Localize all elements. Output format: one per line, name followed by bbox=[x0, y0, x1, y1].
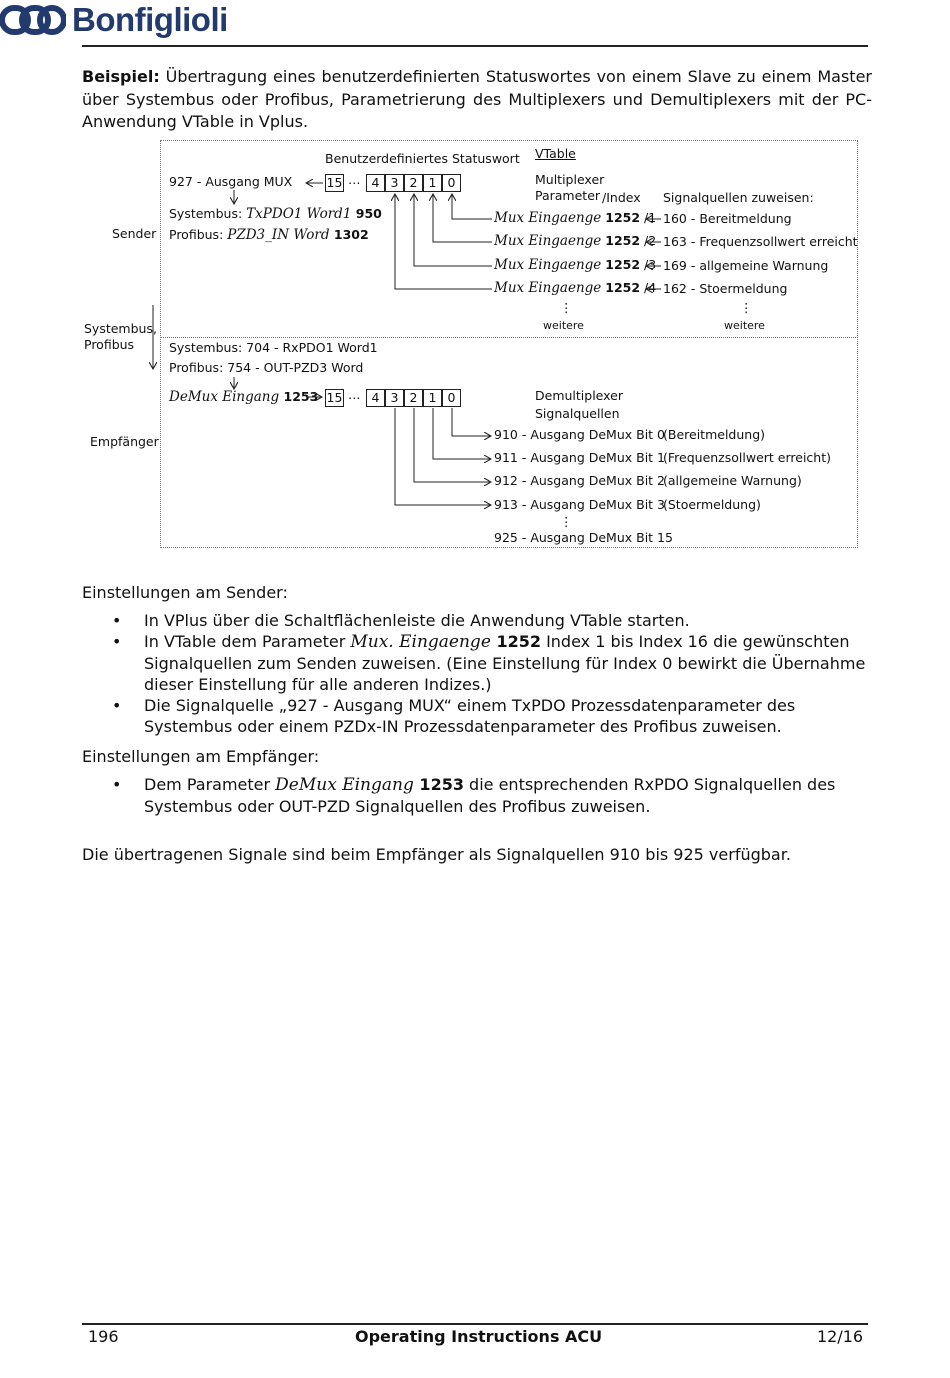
footer-title: Operating Instructions ACU bbox=[355, 1327, 603, 1346]
demux-subtitle: Signalquellen bbox=[535, 406, 620, 421]
sender-bit-1: 1 bbox=[423, 174, 442, 192]
receiver-profibus-line: Profibus: 754 - OUT-PZD3 Word bbox=[169, 360, 364, 375]
demux-note-3: (allgemeine Warnung) bbox=[663, 473, 802, 488]
bonfiglioli-logo-icon bbox=[0, 2, 66, 38]
mux-source-3: 169 - allgemeine Warnung bbox=[663, 258, 829, 273]
sender-bit-ellipsis: … bbox=[348, 172, 361, 187]
sender-settings-title: Einstellungen am Sender: bbox=[82, 583, 288, 602]
intro-text: Übertragung eines benutzerdefinierten Statuswortes von einem Slave zu einem Master über Systembus oder Profibus, Parametrierung des Multiplexers und Demultiplexers mit der PC-Anwendung VTable in Vplus. bbox=[82, 67, 872, 131]
status-word-title: Benutzerdefiniertes Statuswort bbox=[325, 151, 520, 166]
sender-bit-3: 3 bbox=[385, 174, 404, 192]
closing-sentence: Die übertragenen Signale sind beim Empfänger als Signalquellen 910 bis 925 verfügbar. bbox=[82, 845, 791, 864]
brand-name: Bonfiglioli bbox=[72, 1, 228, 38]
receiver-bit-3: 3 bbox=[385, 389, 404, 407]
demux-input-label: DeMux Eingang 1253 bbox=[169, 389, 319, 405]
sender-profibus-line: Profibus: PZD3_IN Word 1302 bbox=[169, 227, 369, 243]
more-label-1: weitere bbox=[543, 319, 584, 332]
sender-bit-2: 2 bbox=[404, 174, 423, 192]
receiver-bit-4: 4 bbox=[366, 389, 385, 407]
intro-label: Beispiel: bbox=[82, 67, 160, 86]
demux-title: Demultiplexer bbox=[535, 388, 623, 403]
receiver-bit-15: 15 bbox=[326, 390, 343, 405]
receiver-side-label: Empfänger bbox=[90, 434, 159, 449]
header-rule bbox=[82, 45, 868, 47]
sender-bit-15: 15 bbox=[326, 175, 343, 190]
demux-note-4: (Stoermeldung) bbox=[663, 497, 761, 512]
sender-side-label: Sender bbox=[112, 226, 157, 241]
mux-row-1: Mux Eingaenge 1252 /1 bbox=[494, 210, 657, 226]
demux-output-4: 913 - Ausgang DeMux Bit 3 bbox=[494, 497, 665, 512]
bullet-icon: • bbox=[112, 775, 122, 794]
receiver-systembus-line: Systembus: 704 - RxPDO1 Word1 bbox=[169, 340, 378, 355]
demux-vdots: ⋮ bbox=[560, 514, 573, 529]
signal-assign-label: Signalquellen zuweisen: bbox=[663, 190, 814, 205]
mux-row-4: Mux Eingaenge 1252 /4 bbox=[494, 280, 657, 296]
receiver-bullet-1: • Dem Parameter DeMux Eingang 1253 die entsprechenden RxPDO Signalquellen des Systembus oder OUT-PZD Signalquellen des Profibus zuweisen. bbox=[112, 775, 836, 816]
receiver-bit-ellipsis: … bbox=[348, 387, 361, 402]
mux-vdots-2: ⋮ bbox=[740, 300, 753, 315]
footer-page-number: 196 bbox=[88, 1327, 119, 1346]
receiver-bit-1: 1 bbox=[423, 389, 442, 407]
vtable-label: VTable bbox=[535, 146, 576, 161]
demux-output-2: 911 - Ausgang DeMux Bit 1 bbox=[494, 450, 665, 465]
receiver-bit-0: 0 bbox=[442, 389, 461, 407]
footer-date: 12/16 bbox=[817, 1327, 864, 1346]
diagram-divider bbox=[160, 337, 858, 338]
footer-rule bbox=[82, 1323, 868, 1325]
demux-output-3: 912 - Ausgang DeMux Bit 2 bbox=[494, 473, 665, 488]
sender-bit-4: 4 bbox=[366, 174, 385, 192]
more-label-2: weitere bbox=[724, 319, 765, 332]
intro-paragraph bbox=[82, 66, 872, 134]
mux-source-1: 160 - Bereitmeldung bbox=[663, 211, 792, 226]
mux-source-2: 163 - Frequenzsollwert erreicht bbox=[663, 234, 858, 249]
sender-bullet-3: • Die Signalquelle „927 - Ausgang MUX“ einem TxPDO Prozessdatenparameter des Systembus oder einem PZDx-IN Prozessdatenparameter des Profibus zuweisen. bbox=[112, 696, 796, 736]
sender-bullet-2: • In VTable dem Parameter Mux. Eingaenge 1252 Index 1 bis Index 16 die gewünschten Signalquellen zum Senden zuweisen. (Eine Einstellung für Index 0 bewirkt die Übernahme dieser Einstellung für alle anderen Indizes.) bbox=[112, 632, 866, 694]
receiver-settings-list bbox=[82, 774, 872, 817]
mux-row-2: Mux Eingaenge 1252 /2 bbox=[494, 233, 657, 249]
sender-systembus-line: Systembus: TxPDO1 Word1 950 bbox=[169, 206, 382, 222]
mux-row-3: Mux Eingaenge 1252 /3 bbox=[494, 257, 657, 273]
sender-bit-0: 0 bbox=[442, 174, 461, 192]
mux-param-label: Multiplexer Parameter bbox=[535, 172, 605, 203]
receiver-settings-title: Einstellungen am Empfänger: bbox=[82, 747, 320, 766]
index-label: /Index bbox=[602, 190, 641, 205]
sender-output-label: 927 - Ausgang MUX bbox=[169, 174, 293, 189]
mux-vdots-1: ⋮ bbox=[560, 300, 573, 315]
sender-settings-list bbox=[82, 610, 872, 737]
sender-bullet-1: • In VPlus über die Schaltflächenleiste die Anwendung VTable starten. bbox=[112, 611, 690, 630]
receiver-bit-2: 2 bbox=[404, 389, 423, 407]
demux-note-1: (Bereitmeldung) bbox=[663, 427, 766, 442]
bullet-icon: • bbox=[112, 696, 122, 715]
mux-source-4: 162 - Stoermeldung bbox=[663, 281, 788, 296]
demux-output-1: 910 - Ausgang DeMux Bit 0 bbox=[494, 427, 665, 442]
bullet-icon: • bbox=[112, 632, 122, 651]
bus-side-label: Systembus, Profibus bbox=[84, 321, 157, 352]
demux-output-last: 925 - Ausgang DeMux Bit 15 bbox=[494, 530, 673, 545]
brand-logo bbox=[0, 0, 950, 40]
bullet-icon: • bbox=[112, 611, 122, 630]
demux-note-2: (Frequenzsollwert erreicht) bbox=[663, 450, 831, 465]
